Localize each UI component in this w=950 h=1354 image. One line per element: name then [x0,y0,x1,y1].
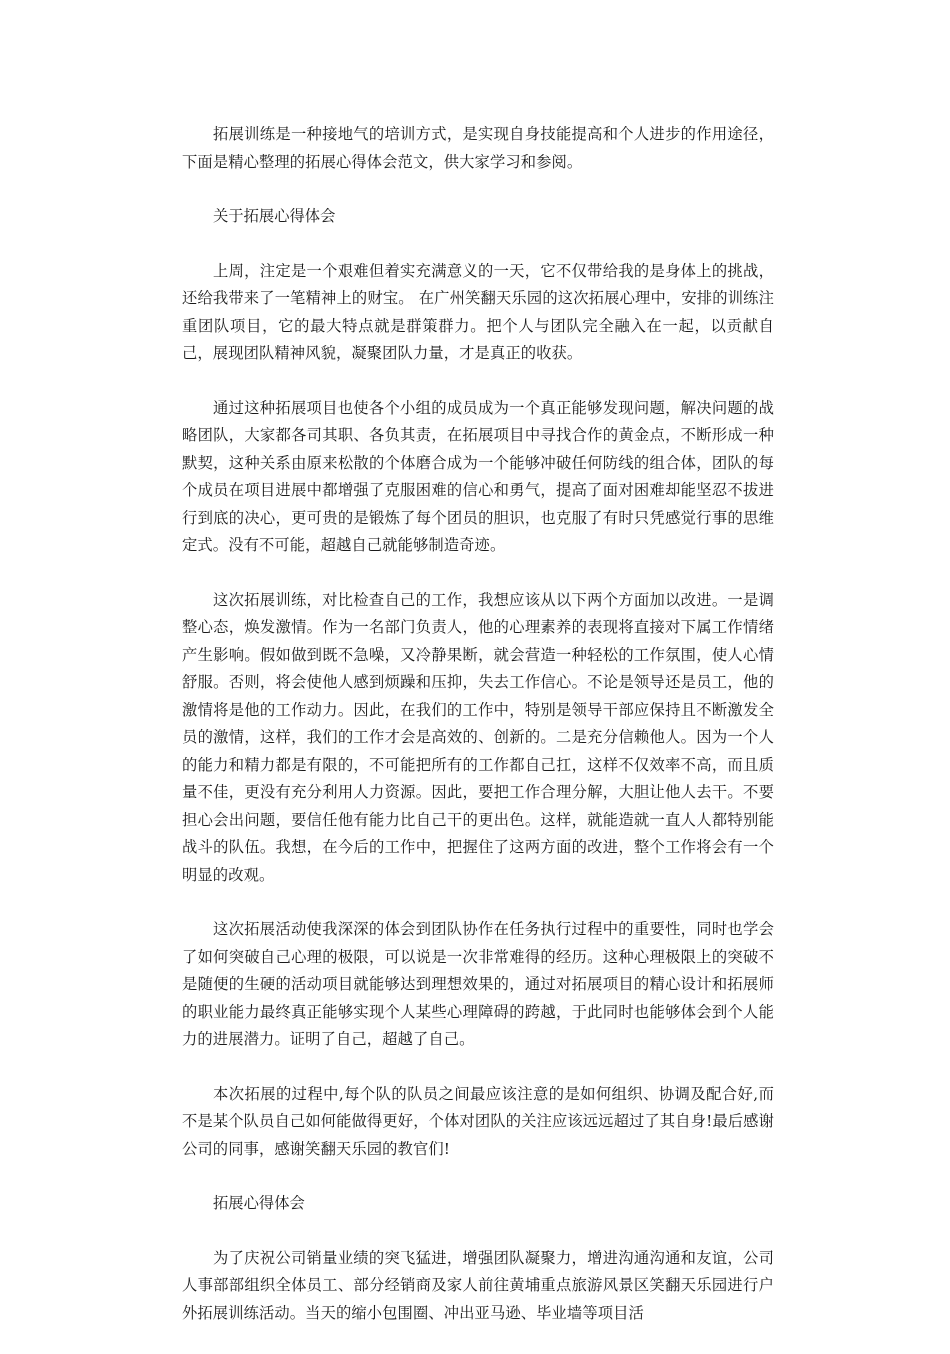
body-paragraph-5: 本次拓展的过程中,每个队的队员之间最应该注意的是如何组织、协调及配合好,而不是某个队员自己如何能做得更好，个体对团队的关注应该远远超过了其自身!最后感谢公司的同事，感谢笑翻天乐园的教官们! [182,1084,774,1158]
body-paragraph-2: 通过这种拓展项目也使各个小组的成员成为一个真正能够发现问题，解决问题的战略团队，大家都各司其职、各负其责，在拓展项目中寻找合作的黄金点，不断形成一种默契，这种关系由原来松散的个体磨合成为一个能够冲破任何防线的组合体，团队的每个成员在项目进展中都增强了克服困难的信心和勇气，提高了面对困难却能坚忍不拔进行到底的决心，更可贵的是锻炼了每个团员的胆识，也克服了有时只凭感觉行事的思维定式。没有不可能，超越自己就能够制造奇迹。 [182,398,774,554]
body-paragraph-6: 为了庆祝公司销量业绩的突飞猛进，增强团队凝聚力，增进沟通沟通和友谊，公司人事部部组织全体员工、部分经销商及家人前往黄埔重点旅游风景区笑翻天乐园进行户外拓展训练活动。当天的缩小包围圈、冲出亚马逊、毕业墙等项目活 [182,1248,774,1322]
body-paragraph-4: 这次拓展活动使我深深的体会到团队协作在任务执行过程中的重要性，同时也学会了如何突破自己心理的极限，可以说是一次非常难得的经历。这种心理极限上的突破不是随便的生硬的活动项目就能够达到理想效果的，通过对拓展项目的精心设计和拓展师的职业能力最终真正能够实现个人某些心理障碍的跨越，于此同时也能够体会到个人能力的进展潜力。证明了自己，超越了自己。 [182,920,774,1048]
intro-paragraph: 拓展训练是一种接地气的培训方式，是实现自身技能提高和个人进步的作用途径，下面是精心整理的拓展心得体会范文，供大家学习和参阅。 [182,125,774,171]
section-heading-experience: 拓展心得体会 [213,1194,305,1212]
body-paragraph-1: 上周，注定是一个艰难但着实充满意义的一天，它不仅带给我的是身体上的挑战，还给我带来了一笔精神上的财宝。 在广州笑翻天乐园的这次拓展心理中，安排的训练注重团队项目，它的最大特点就是群策群力。把个人与团队完全融入在一起，以贡献自己，展现团队精神风貌，凝聚团队力量，才是真正的收获。 [182,261,774,362]
body-paragraph-3: 这次拓展训练，对比检查自己的工作，我想应该从以下两个方面加以改进。一是调整心态，焕发激情。作为一名部门负责人，他的心理素养的表现将直接对下属工作情绪产生影响。假如做到既不急噪，又冷静果断，就会营造一种轻松的工作氛围，使人心情舒服。否则，将会使他人感到烦躁和压抑，失去工作信心。不论是领导还是员工，他的激情将是他的工作动力。因此，在我们的工作中，特别是领导干部应保持且不断激发全员的激情，这样，我们的工作才会是高效的、创新的。二是充分信赖他人。因为一个人的能力和精力都是有限的，不可能把所有的工作都自己扛，这样不仅效率不高，而且质量不佳，更没有充分利用人力资源。因此，要把工作合理分解，大胆让他人去干。不要担心会出问题，要信任他有能力比自己干的更出色。这样，就能造就一直人人都特别能战斗的队伍。我想，在今后的工作中，把握住了这两方面的改进，整个工作将会有一个明显的改观。 [182,590,774,884]
document-page [182,121,774,1354]
section-heading-about: 关于拓展心得体会 [213,207,336,225]
